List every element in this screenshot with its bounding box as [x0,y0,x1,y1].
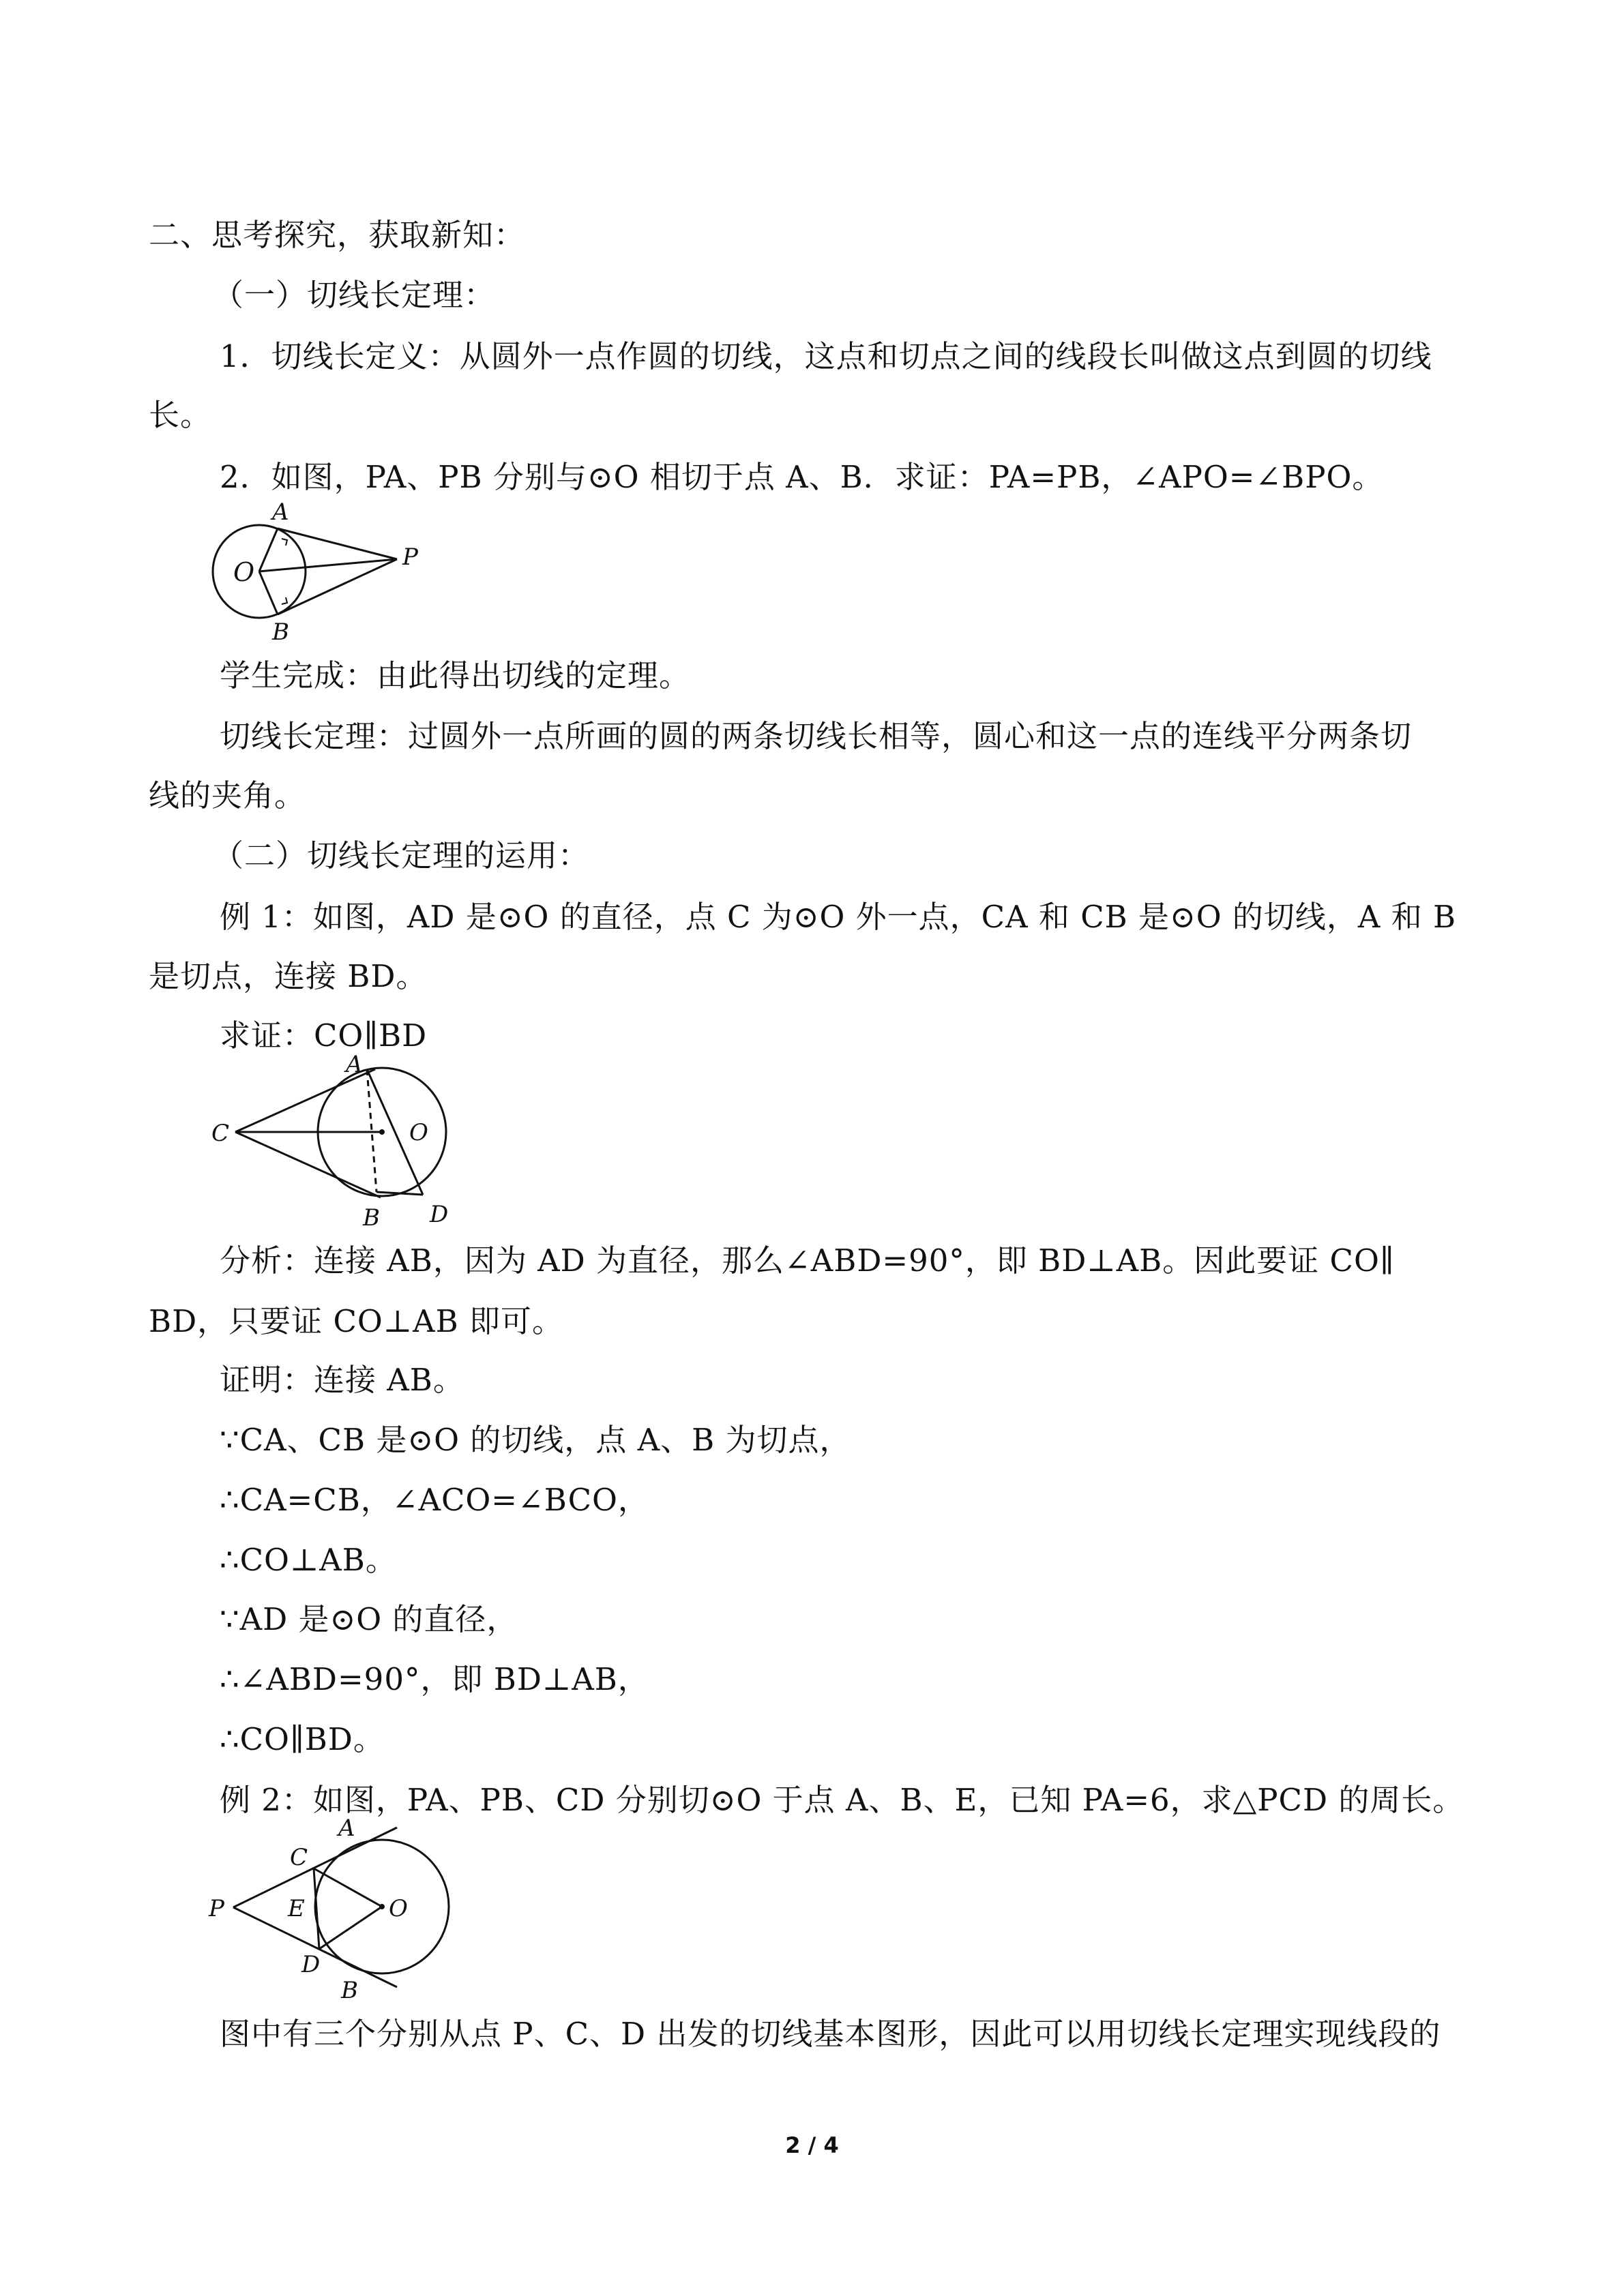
subsection-heading-1: （一）切线长定理： [213,277,496,313]
theorem-line-1: 切线长定理：过圆外一点所画的圆的两条切线长相等，圆心和这一点的连线平分两条切 [220,718,1413,754]
figure-2-label-d: D [430,1201,449,1228]
student-completion-line: 学生完成：由此得出切线的定理。 [220,657,691,694]
figure-1-label-p: P [402,543,418,571]
figure-3-segment-co [314,1868,382,1907]
figure-2-chord-bd [377,1192,423,1195]
theorem-line-2: 线的夹角。 [149,777,306,814]
analysis-line-2: BD，只要证 CO⊥AB 即可。 [149,1303,563,1339]
figure-3-label-p: P [209,1895,224,1922]
proof-line-4: ∴CO⊥AB。 [220,1542,397,1578]
figure-2-diameter-diagram [205,1050,477,1232]
figure-3-center-point [379,1904,385,1909]
figure-1-tangent-diagram [205,491,437,646]
figure-3-label-e: E [288,1895,305,1922]
figure-2-tangent-cb [235,1132,381,1197]
figure-3-label-o: O [389,1895,408,1922]
page-number: 2 / 4 [785,2132,839,2158]
figure-3-segment-do [319,1907,382,1949]
definition-line-2: 长。 [149,397,212,433]
figure-2-label-b: B [363,1204,380,1232]
proof-line-2: ∵CA、CB 是⊙O 的切线，点 A、B 为切点， [220,1422,851,1458]
figure-3-label-c: C [290,1844,308,1871]
figure-2-center-point [379,1129,385,1135]
definition-line-1: 1．切线长定义：从圆外一点作圆的切线，这点和切点之间的线段长叫做这点到圆的切线 [220,338,1432,374]
figure-1-right-angle-b [282,597,287,604]
figure-3-triangle-diagram [205,1814,464,2004]
figure-3-label-d: D [301,1951,321,1978]
proof-line-5: ∵AD 是⊙O 的直径， [220,1601,518,1637]
proof-line-6: ∴∠ABD=90°，即 BD⊥AB， [220,1661,649,1697]
example-2-statement: 例 2：如图，PA、PB、CD 分别切⊙O 于点 A、B、E，已知 PA=6，求△PCD 的周长。 [220,1782,1464,1818]
subsection-heading-2: （二）切线长定理的运用： [213,837,590,874]
problem-2-statement: 2．如图，PA、PB 分别与⊙O 相切于点 A、B．求证：PA=PB，∠APO=∠BPO。 [220,459,1384,495]
figure-1-label-a: A [272,498,289,526]
final-line: 图中有三个分别从点 P、C、D 出发的切线基本图形，因此可以用切线长定理实现线段的 [220,2016,1441,2052]
section-heading: 二、思考探究，获取新知： [149,217,526,253]
figure-1-right-angle-a [282,539,287,546]
proof-line-7: ∴CO∥BD。 [220,1721,385,1757]
figure-1-radius-ob [259,571,278,614]
example-1-line-1: 例 1：如图，AD 是⊙O 的直径，点 C 为⊙O 外一点，CA 和 CB 是⊙O 的切线，A 和 B [220,899,1457,935]
figure-1-radius-oa [259,528,278,571]
figure-2-tangent-ca [235,1069,375,1132]
figure-1-label-o: O [233,557,255,587]
prove-statement: 求证：CO∥BD [220,1017,428,1054]
figure-1-label-b: B [272,618,289,646]
analysis-line-1: 分析：连接 AB，因为 AD 为直径，那么∠ABD=90°，即 BD⊥AB。因此要证 CO∥ [220,1242,1395,1279]
proof-line-3: ∴CA=CB，∠ACO=∠BCO， [220,1482,649,1518]
figure-2-label-o: O [409,1119,428,1146]
figure-3-label-a: A [338,1815,355,1842]
example-1-line-2: 是切点，连接 BD。 [149,958,428,994]
figure-2-label-c: C [211,1120,230,1147]
proof-line-1: 证明：连接 AB。 [220,1362,464,1398]
figure-3-label-b: B [341,1977,358,2004]
figure-2-label-a: A [346,1051,363,1078]
